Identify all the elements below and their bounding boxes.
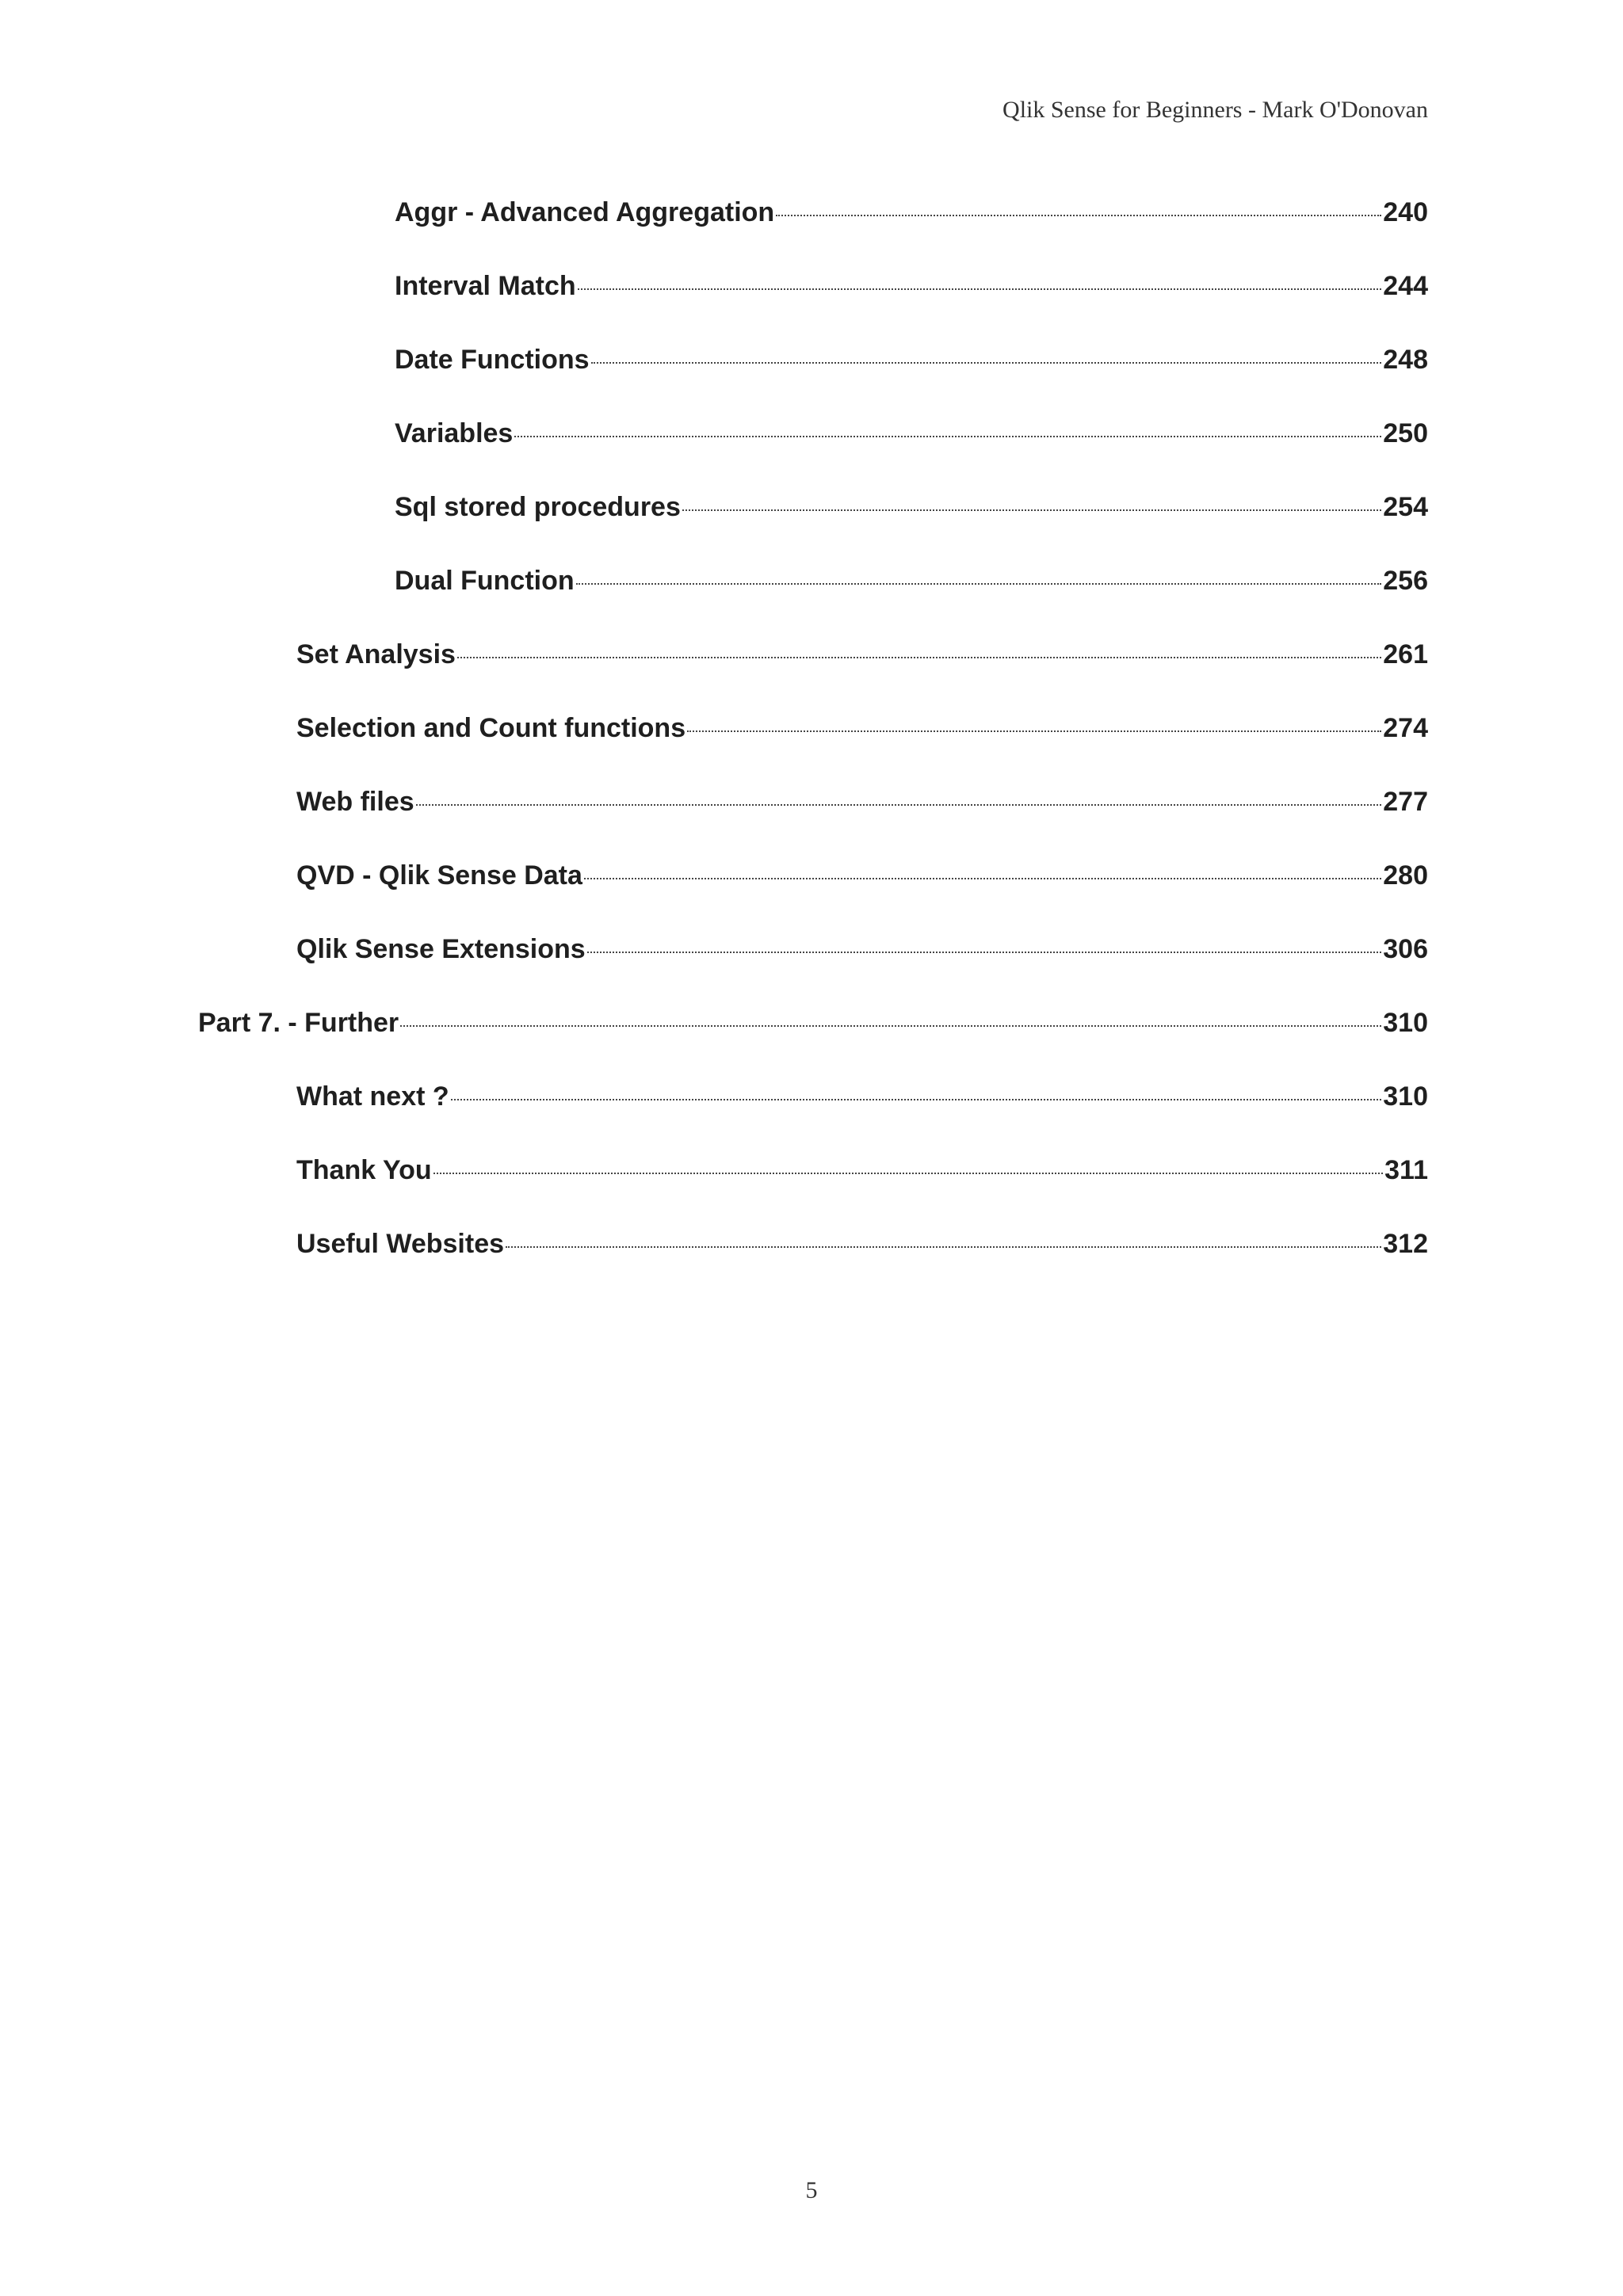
toc-entry-title: What next ? [296,1081,449,1112]
toc-entry-title: Useful Websites [296,1229,505,1259]
toc-dot-leader [682,509,1381,511]
toc-entry-page: 240 [1383,197,1428,227]
toc-entry[interactable] [296,636,1428,673]
toc-entry-title: Set Analysis [296,639,456,669]
toc-entry[interactable] [395,489,1428,525]
toc-dot-leader [591,362,1382,364]
toc-entry-page: 277 [1383,787,1428,817]
toc-entry-page: 312 [1383,1229,1428,1259]
toc-entry[interactable] [395,415,1428,452]
toc-entry-page: 244 [1383,271,1428,301]
toc-entry-page: 250 [1383,418,1428,448]
toc-dot-leader [687,730,1381,732]
toc-entry[interactable] [296,857,1428,894]
toc-entry-page: 274 [1383,713,1428,743]
toc-entry-title: Interval Match [395,271,576,301]
toc-dot-leader [587,952,1382,953]
toc-entry-page: 248 [1383,345,1428,375]
toc-entry-title: Date Functions [395,345,590,375]
toc-dot-leader [578,288,1382,290]
toc-entry-page: 254 [1383,492,1428,522]
toc-entry-page: 256 [1383,566,1428,596]
toc-entry-page: 306 [1383,934,1428,964]
toc-dot-leader [400,1025,1381,1027]
toc-entry[interactable] [395,341,1428,378]
toc-entry-title: Thank You [296,1155,432,1185]
toc-dot-leader [457,657,1381,658]
toc-entry[interactable] [395,194,1428,231]
toc-entry-title: Sql stored procedures [395,492,681,522]
toc-entry-page: 280 [1383,860,1428,891]
toc-entry[interactable] [296,931,1428,967]
toc-entry-page: 261 [1383,639,1428,669]
toc-entry-title: Dual Function [395,566,575,596]
running-header: Qlik Sense for Beginners - Mark O'Donovan [1002,97,1428,123]
toc-entry[interactable] [296,1152,1428,1188]
toc-dot-leader [584,878,1381,879]
toc-entry-title: Qlik Sense Extensions [296,934,586,964]
toc-entry[interactable] [296,1226,1428,1262]
toc-dot-leader [433,1173,1383,1174]
toc-entry-title: Variables [395,418,514,448]
toc-entry-title: Aggr - Advanced Aggregation [395,197,775,227]
toc-dot-leader [416,804,1382,806]
toc-dot-leader [514,436,1381,437]
toc-entry-title: QVD - Qlik Sense Data [296,860,582,891]
toc-entry[interactable] [296,1078,1428,1115]
toc-entry[interactable] [395,268,1428,304]
page-number: 5 [805,2177,818,2203]
toc-entry-page: 311 [1384,1155,1428,1185]
toc-dot-leader [776,215,1381,216]
toc-entry[interactable] [198,1005,1428,1041]
toc-entry[interactable] [296,784,1428,820]
toc-entry-title: Selection and Count functions [296,713,686,743]
toc-entry-page: 310 [1383,1081,1428,1112]
toc-entry-title: Web files [296,787,414,817]
toc-dot-leader [451,1099,1382,1100]
toc-dot-leader [576,583,1382,585]
toc-entry[interactable] [395,563,1428,599]
toc-dot-leader [506,1246,1381,1248]
toc-entry-page: 310 [1383,1008,1428,1038]
toc-entry-title: Part 7. - Further [198,1008,399,1038]
toc-entry[interactable] [296,710,1428,746]
